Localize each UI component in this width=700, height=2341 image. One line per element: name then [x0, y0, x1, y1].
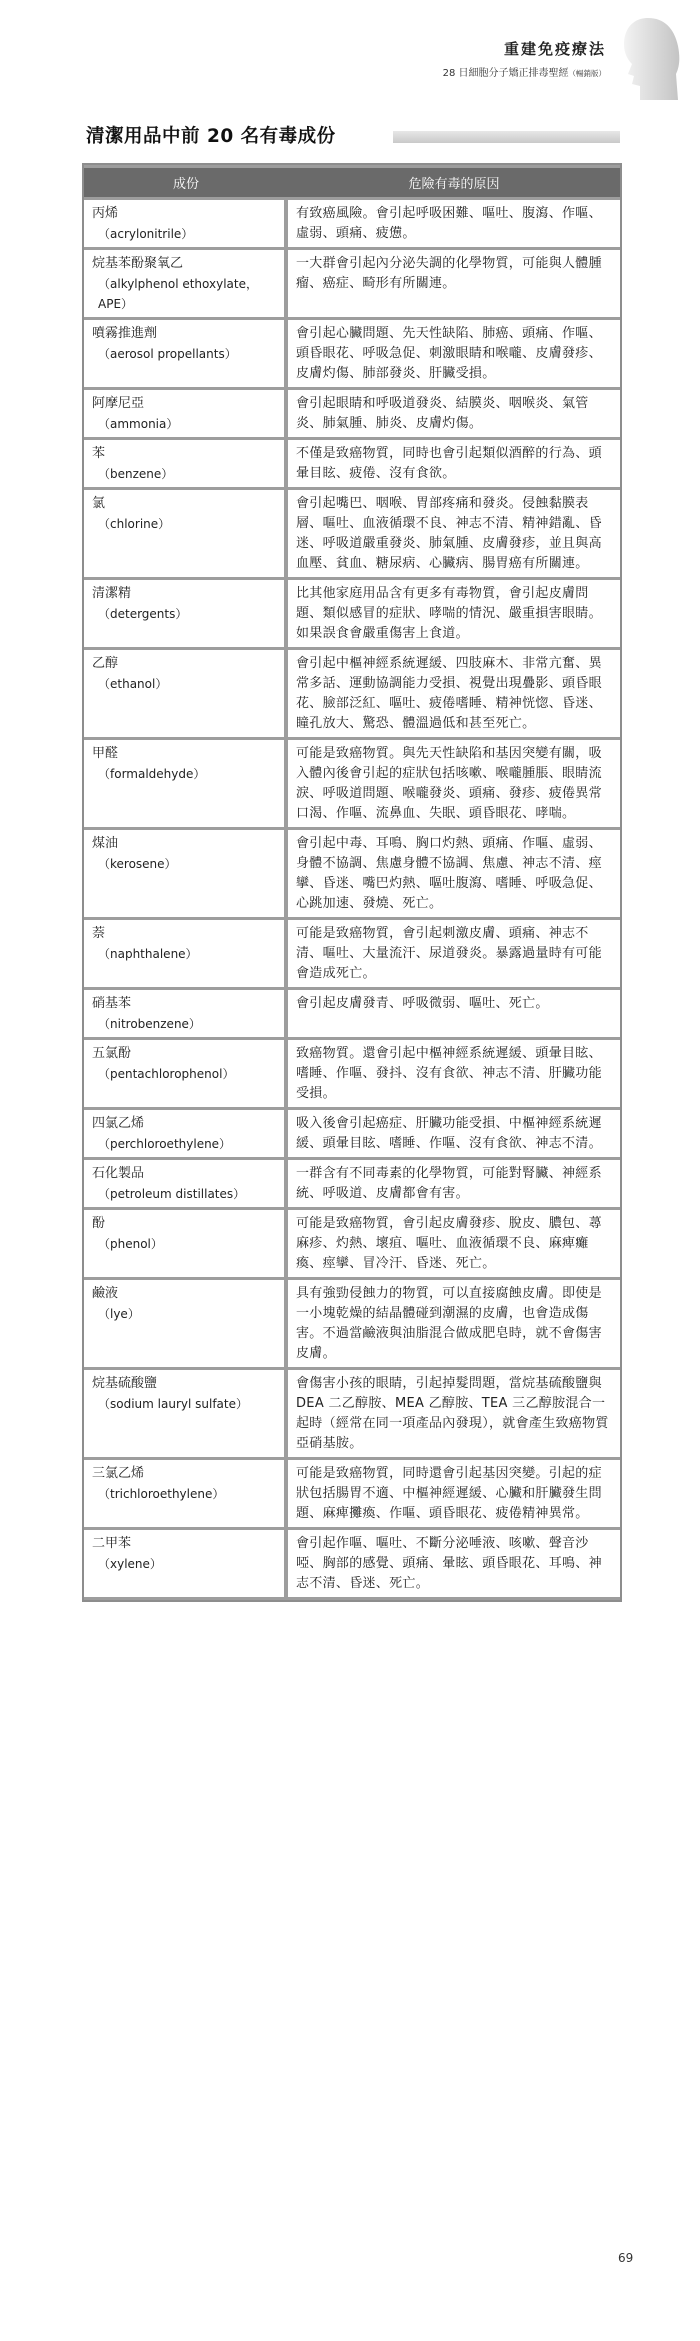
hazard-description: 可能是致癌物質。與先天性缺陷和基因突變有關，吸入體內後會引起的症狀包括咳嗽、喉嚨腫脹、眼睛流淚、呼吸道問題、喉嚨發炎、頭痛、發疹、疲倦異常口渴、作嘔、流鼻血、失眠、頭昏眼花、哮喘。	[288, 740, 620, 827]
ingredient-name: 鹼液	[92, 1286, 119, 1301]
book-subtitle-text: 28 日細胞分子矯正排毒聖經	[442, 68, 569, 79]
ingredient-english-name: （kerosene）	[98, 857, 177, 871]
ingredient-name: 萘	[92, 926, 106, 941]
hazard-description: 會傷害小孩的眼睛，引起掉髮問題，當烷基硫酸鹽與 DEA 二乙醇胺、MEA 乙醇胺、TEA 三乙醇胺混合一起時（經常在同一項產品內發現），就會產生致癌物質亞硝基胺。	[288, 1370, 620, 1457]
hazard-description: 會引起眼睛和呼吸道發炎、結膜炎、咽喉炎、氣管炎、肺氣腫、肺炎、皮膚灼傷。	[288, 390, 620, 437]
ingredient-name: 硝基苯	[92, 996, 132, 1011]
ingredient-name: 烷基苯酚聚氧乙	[92, 256, 184, 271]
hazard-description: 可能是致癌物質，會引起皮膚發疹、脫皮、膿包、蕁麻疹、灼熱、壞疽、嘔吐、血液循環不良、麻痺癱瘓、痙攣、冒冷汗、昏迷、死亡。	[288, 1210, 620, 1277]
section-title: 清潔用品中前 20 名有毒成份	[86, 126, 336, 147]
hazard-description: 具有強勁侵蝕力的物質，可以直接腐蝕皮膚。即使是一小塊乾燥的結晶體碰到潮濕的皮膚，也會造成傷害。不過當鹼液與油脂混合做成肥皂時，就不會傷害皮膚。	[288, 1280, 620, 1367]
book-subtitle	[443, 64, 606, 79]
table-row	[84, 920, 620, 987]
ingredient-cell	[84, 1460, 288, 1527]
ingredient-name: 苯	[92, 446, 106, 461]
ingredient-english-name: （detergents）	[98, 607, 188, 621]
hazard-description: 會引起中樞神經系統遲緩、四肢麻木、非常亢奮、異常多話、運動協調能力受損、視覺出現疊影、頭昏眼花、臉部泛紅、嘔吐、疲倦嗜睡、精神恍惚、昏迷、瞳孔放大、驚恐、體溫過低和甚至死亡。	[288, 650, 620, 737]
page-number: 69	[618, 2251, 634, 2265]
ingredient-cell	[84, 1210, 288, 1277]
table-row	[84, 990, 620, 1037]
hazard-description: 不僅是致癌物質，同時也會引起類似酒醉的行為、頭暈目眩、疲倦、沒有食欲。	[288, 440, 620, 487]
ingredient-cell	[84, 1160, 288, 1207]
edition-label: （暢銷版）	[568, 69, 606, 78]
table-row	[84, 1370, 620, 1457]
hazard-description: 會引起作嘔、嘔吐、不斷分泌唾液、咳嗽、聲音沙啞、胸部的感覺、頭痛、暈眩、頭昏眼花、耳鳴、神志不清、昏迷、死亡。	[288, 1530, 620, 1597]
table-row	[84, 490, 620, 577]
ingredient-cell	[84, 440, 288, 487]
ingredient-name: 四氯乙烯	[92, 1116, 145, 1131]
ingredient-english-name: （perchloroethylene）	[98, 1137, 232, 1151]
table-row	[84, 200, 620, 247]
ingredient-english-name: （alkylphenol ethoxylate，APE）	[98, 277, 258, 311]
hazard-description: 可能是致癌物質，同時還會引起基因突變。引起的症狀包括腸胃不適、中樞神經遲緩、心臟和肝臟發生問題、麻痺攤瘓、作嘔、頭昏眼花、疲倦精神異常。	[288, 1460, 620, 1527]
table-row	[84, 1460, 620, 1527]
hazard-description: 致癌物質。還會引起中樞神經系統遲緩、頭暈目眩、嗜睡、作嘔、發抖、沒有食欲、神志不清、肝臟功能受損。	[288, 1040, 620, 1107]
ingredient-name: 乙醇	[92, 656, 119, 671]
ingredient-cell	[84, 1370, 288, 1457]
column-header-ingredient: 成份	[84, 168, 288, 197]
table-row	[84, 1280, 620, 1367]
hazard-description: 比其他家庭用品含有更多有毒物質，會引起皮膚問題、類似感冒的症狀、哮喘的情況、嚴重損害眼睛。如果誤食會嚴重傷害上食道。	[288, 580, 620, 647]
table-row	[84, 390, 620, 437]
ingredient-cell	[84, 650, 288, 737]
running-header	[443, 38, 606, 79]
table-row	[84, 1210, 620, 1277]
toxic-ingredients-table	[82, 163, 622, 1602]
ingredient-cell	[84, 1280, 288, 1367]
ingredient-name: 噴霧推進劑	[92, 326, 158, 341]
hazard-description: 會引起皮膚發青、呼吸微弱、嘔吐、死亡。	[288, 990, 620, 1037]
ingredient-name: 烷基硫酸鹽	[92, 1376, 158, 1391]
table-header-row	[84, 168, 620, 197]
table-row	[84, 650, 620, 737]
table-row	[84, 1040, 620, 1107]
ingredient-name: 煤油	[92, 836, 119, 851]
ingredient-name: 二甲苯	[92, 1536, 132, 1551]
table-body	[84, 200, 620, 1597]
ingredient-cell	[84, 200, 288, 247]
ingredient-name: 五氯酚	[92, 1046, 132, 1061]
ingredient-english-name: （aerosol propellants）	[98, 347, 237, 361]
hazard-description: 會引起心臟問題、先天性缺陷、肺癌、頭痛、作嘔、頭昏眼花、呼吸急促、刺激眼睛和喉嚨、皮膚發疹、皮膚灼傷、肺部發炎、肝臟受損。	[288, 320, 620, 387]
ingredient-cell	[84, 990, 288, 1037]
hazard-description: 一大群會引起內分泌失調的化學物質，可能與人體腫瘤、癌症、畸形有所關連。	[288, 250, 620, 317]
ingredient-cell	[84, 390, 288, 437]
table-row	[84, 440, 620, 487]
hazard-description: 可能是致癌物質，會引起刺激皮膚、頭痛、神志不清、嘔吐、大量流汗、尿道發炎。暴露過量時有可能會造成死亡。	[288, 920, 620, 987]
ingredient-english-name: （ammonia）	[98, 417, 179, 431]
ingredient-english-name: （sodium lauryl sulfate）	[98, 1397, 248, 1411]
table-row	[84, 250, 620, 317]
hazard-description: 會引起嘴巴、咽喉、胃部疼痛和發炎。侵蝕黏膜表層、嘔吐、血液循環不良、神志不清、精神錯亂、昏迷、呼吸道嚴重發炎、肺氣腫、皮膚發疹，並且與高血壓、貧血、糖尿病、心臟病、腸胃癌有所關連。	[288, 490, 620, 577]
ingredient-cell	[84, 580, 288, 647]
table-row	[84, 320, 620, 387]
ingredient-name: 石化製品	[92, 1166, 145, 1181]
ingredient-name: 清潔精	[92, 586, 132, 601]
ingredient-cell	[84, 920, 288, 987]
book-title: 重建免疫療法	[503, 40, 606, 58]
table-row	[84, 830, 620, 917]
head-profile-icon	[614, 14, 682, 100]
hazard-description: 吸入後會引起癌症、肝臟功能受損、中樞神經系統遲緩、頭暈目眩、嗜睡、作嘔、沒有食欲、神志不清。	[288, 1110, 620, 1157]
ingredient-english-name: （chlorine）	[98, 517, 171, 531]
table	[84, 165, 620, 1600]
hazard-description: 有致癌風險。會引起呼吸困難、嘔吐、腹瀉、作嘔、虛弱、頭痛、疲憊。	[288, 200, 620, 247]
ingredient-english-name: （lye）	[98, 1307, 140, 1321]
ingredient-english-name: （acrylonitrile）	[98, 227, 194, 241]
hazard-description: 會引起中毒、耳鳴、胸口灼熱、頭痛、作嘔、虛弱、身體不協調、焦慮身體不協調、焦慮、神志不清、痙攣、昏迷、嘴巴灼熱、嘔吐腹瀉、嗜睡、呼吸急促、心跳加速、發燒、死亡。	[288, 830, 620, 917]
ingredient-name: 三氯乙烯	[92, 1466, 145, 1481]
ingredient-english-name: （formaldehyde）	[98, 767, 206, 781]
ingredient-english-name: （nitrobenzene）	[98, 1017, 201, 1031]
ingredient-cell	[84, 490, 288, 577]
ingredient-english-name: （phenol）	[98, 1237, 163, 1251]
table-row	[84, 580, 620, 647]
ingredient-cell	[84, 320, 288, 387]
ingredient-cell	[84, 250, 288, 317]
ingredient-name: 酚	[92, 1216, 106, 1231]
ingredient-cell	[84, 1040, 288, 1107]
ingredient-english-name: （trichloroethylene）	[98, 1487, 225, 1501]
title-decoration-bar	[393, 131, 620, 143]
ingredient-name: 阿摩尼亞	[92, 396, 145, 411]
ingredient-english-name: （petroleum distillates）	[98, 1187, 246, 1201]
hazard-description: 一群含有不同毒素的化學物質，可能對腎臟、神經系統、呼吸道、皮膚都會有害。	[288, 1160, 620, 1207]
ingredient-cell	[84, 1530, 288, 1597]
table-row	[84, 1160, 620, 1207]
ingredient-cell	[84, 830, 288, 917]
column-header-reason: 危險有毒的原因	[288, 168, 620, 197]
ingredient-english-name: （naphthalene）	[98, 947, 198, 961]
ingredient-name: 丙烯	[92, 206, 119, 221]
table-row	[84, 740, 620, 827]
table-row	[84, 1530, 620, 1597]
table-row	[84, 1110, 620, 1157]
ingredient-english-name: （xylene）	[98, 1557, 162, 1571]
ingredient-english-name: （ethanol）	[98, 677, 168, 691]
ingredient-cell	[84, 740, 288, 827]
ingredient-english-name: （pentachlorophenol）	[98, 1067, 235, 1081]
ingredient-name: 氯	[92, 496, 106, 511]
ingredient-english-name: （benzene）	[98, 467, 174, 481]
ingredient-cell	[84, 1110, 288, 1157]
ingredient-name: 甲醛	[92, 746, 119, 761]
